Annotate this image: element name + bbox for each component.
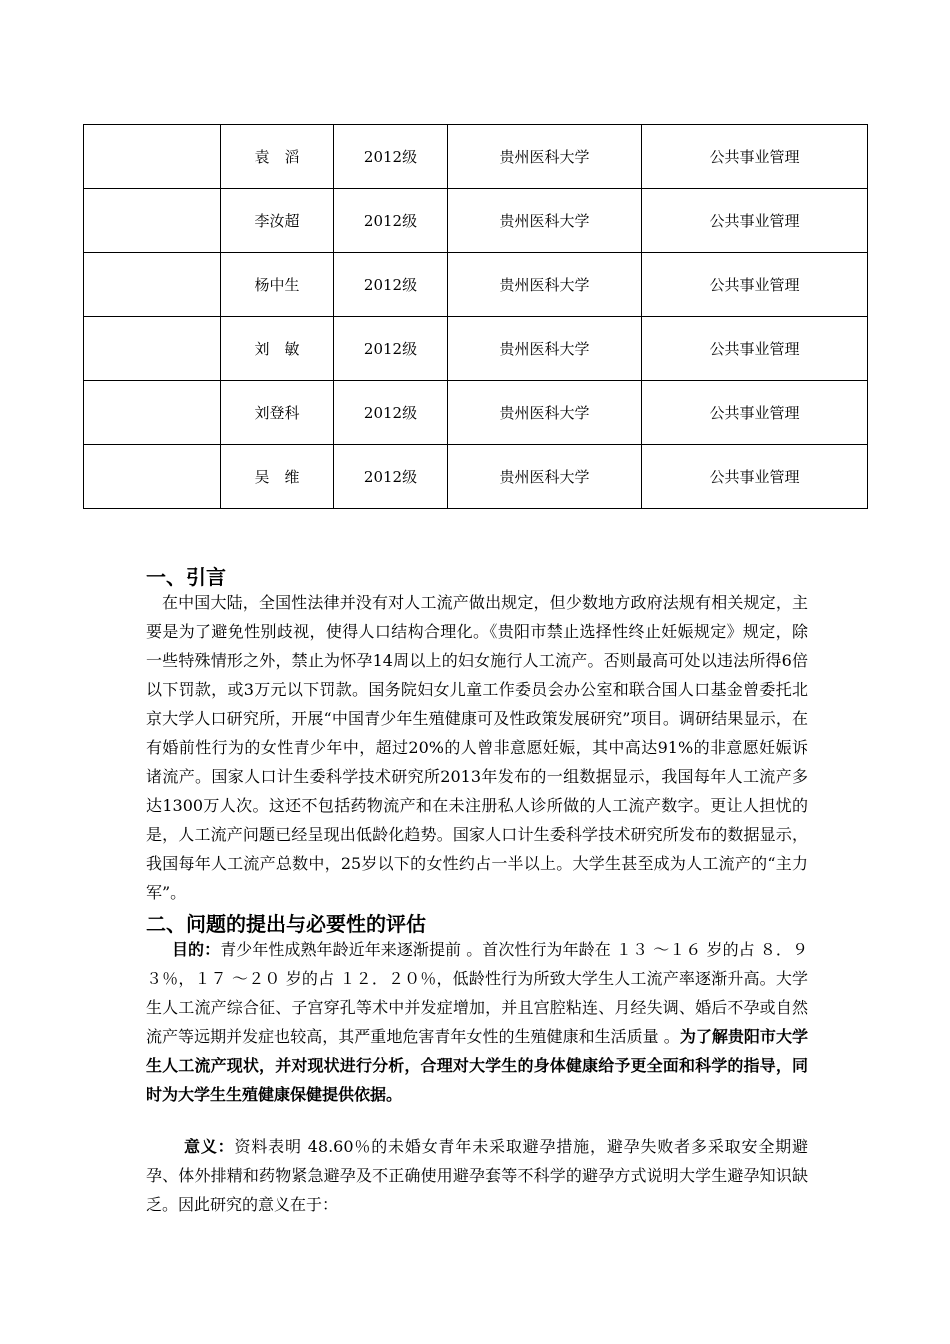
table-row bbox=[84, 381, 868, 445]
table-row bbox=[84, 125, 868, 189]
member-major: 公共事业管理 bbox=[642, 253, 868, 317]
meaning-paragraph bbox=[146, 1132, 808, 1219]
purpose-text: 青少年性成熟年龄近年来逐渐提前 。首次性行为年龄在 １３ ～１６ 岁的占 ８．９３％，１７ ～２０ 岁的占 １２．２０％，低龄性行为所致大学生人工流产率逐渐升高。大学生人工流产综合征、子宫穿孔等术中并发症增加，并且宫腔粘连、月经失调、婚后不孕或自然流产等远期并发症也较高，其严重地危害青年女性的生殖健康和生活质量 。 bbox=[146, 940, 808, 1046]
member-major: 公共事业管理 bbox=[642, 125, 868, 189]
table-row bbox=[84, 317, 868, 381]
member-major: 公共事业管理 bbox=[642, 381, 868, 445]
member-major: 公共事业管理 bbox=[642, 189, 868, 253]
meaning-label: 意义： bbox=[184, 1137, 235, 1156]
member-school: 贵州医科大学 bbox=[448, 125, 642, 189]
member-grade: 2012级 bbox=[334, 317, 448, 381]
meaning-text: 资料表明 48.60％的未婚女青年未采取避孕措施，避孕失败者多采取安全期避孕、体外排精和药物紧急避孕及不正确使用避孕套等不科学的避孕方式说明大学生避孕知识缺乏。因此研究的意义在于： bbox=[146, 1137, 808, 1214]
purpose-label: 目的： bbox=[172, 940, 221, 959]
blank-cell bbox=[84, 253, 221, 317]
member-grade: 2012级 bbox=[334, 381, 448, 445]
member-grade: 2012级 bbox=[334, 253, 448, 317]
member-school: 贵州医科大学 bbox=[448, 445, 642, 509]
members-table bbox=[83, 124, 868, 509]
member-name: 刘登科 bbox=[221, 381, 334, 445]
member-grade: 2012级 bbox=[334, 189, 448, 253]
member-name: 刘 敏 bbox=[221, 317, 334, 381]
member-school: 贵州医科大学 bbox=[448, 381, 642, 445]
member-school: 贵州医科大学 bbox=[448, 317, 642, 381]
purpose-bold-text: 为了解贵阳市大学生人工流产现状，并对现状进行分析，合理对大学生的身体健康给予更全面和科学的指导，同时为大学生生殖健康保健提供依据。 bbox=[146, 1027, 808, 1104]
blank-cell bbox=[84, 189, 221, 253]
blank-cell bbox=[84, 317, 221, 381]
blank-cell bbox=[84, 381, 221, 445]
member-name: 袁 滔 bbox=[221, 125, 334, 189]
table-row bbox=[84, 253, 868, 317]
member-name: 李汝超 bbox=[221, 189, 334, 253]
table-row bbox=[84, 445, 868, 509]
table-row bbox=[84, 189, 868, 253]
member-school: 贵州医科大学 bbox=[448, 253, 642, 317]
intro-paragraph: 在中国大陆，全国性法律并没有对人工流产做出规定，但少数地方政府法规有相关规定，主要是为了避免性别歧视，使得人口结构合理化。《贵阳市禁止选择性终止妊娠规定》规定，除一些特殊情形之外，禁止为怀孕14周以上的妇女施行人工流产。否则最高可处以违法所得6倍以下罚款，或3万元以下罚款。国务院妇女儿童工作委员会办公室和联合国人口基金曾委托北京大学人口研究所，开展“中国青少年生殖健康可及性政策发展研究”项目。调研结果显示，在有婚前性行为的女性青少年中，超过20%的人曾非意愿妊娠，其中高达91%的非意愿妊娠诉诸流产。国家人口计生委科学技术研究所2013年发布的一组数据显示，我国每年人工流产多达1300万人次。这还不包括药物流产和在未注册私人诊所做的人工流产数字。更让人担忧的是，人工流产问题已经呈现出低龄化趋势。国家人口计生委科学技术研究所发布的数据显示，我国每年人工流产总数中，25岁以下的女性约占一半以上。大学生甚至成为人工流产的“主力军”。 bbox=[146, 593, 808, 902]
member-name: 杨中生 bbox=[221, 253, 334, 317]
section-heading-problem: 二、问题的提出与必要性的评估 bbox=[146, 912, 426, 936]
member-name: 吴 维 bbox=[221, 445, 334, 509]
blank-cell bbox=[84, 445, 221, 509]
member-grade: 2012级 bbox=[334, 445, 448, 509]
member-school: 贵州医科大学 bbox=[448, 189, 642, 253]
member-grade: 2012级 bbox=[334, 125, 448, 189]
member-major: 公共事业管理 bbox=[642, 445, 868, 509]
section-heading-intro: 一、引言 bbox=[146, 565, 226, 589]
purpose-paragraph bbox=[146, 935, 808, 1109]
blank-cell bbox=[84, 125, 221, 189]
member-major: 公共事业管理 bbox=[642, 317, 868, 381]
